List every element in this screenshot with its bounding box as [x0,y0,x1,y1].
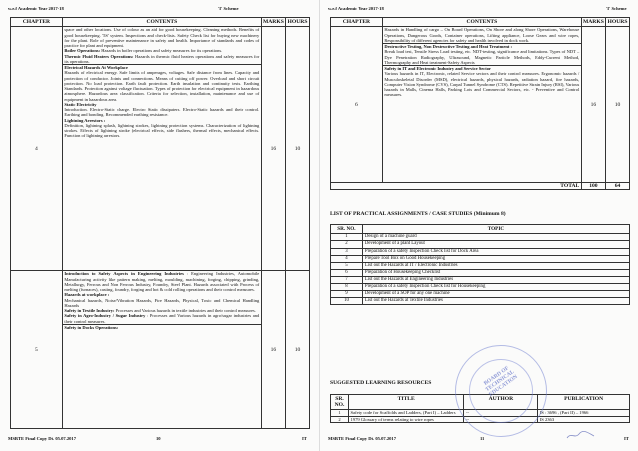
resource-row: 2 1979 Glossary of terms relating to wire ropes -- IS 2363 [331,416,630,422]
left-header-left: w.e.f Academic Year 2017-18 [8,6,64,11]
chapter-number: 4 [11,27,63,271]
left-footer-right: IT [302,436,307,441]
right-footer-left: MSBTE Final Copy Dt. 05.07.2017 [328,436,397,441]
practical-row: 6 Preparation of Housekeeping Checklist [331,269,630,276]
practical-header [331,225,630,234]
col-sr-no: SR. NO. [331,395,349,410]
total-label: TOTAL [382,183,581,190]
resource-row: 1 Safety code for Scaffolds and Ladders, (Part I) – Ladders -- IS : 3696 , (Part II) – 1966 [331,410,630,416]
col-marks: MARKS [582,19,604,26]
total-row [331,183,630,190]
total-hours: 64 [606,183,630,190]
col-contents: CONTENTS [382,18,581,27]
col-sr-no: SR. NO. [331,225,363,234]
practical-row: 9 Development of a SOP for any one machine [331,291,630,298]
left-table-header [11,18,310,27]
board-seal-text: BOARD OF TECHNICAL EDUCATION [483,365,519,398]
content-item: Safety in IT and Electronic Industry and Service Sector Various hazards in IT, Electronic, related Service sectors and their control measures. Ergonomic hazards / Musculoskeletal Disorder (MSD), electrical hazards, physical hazards, radiation hazard, fire hazards, Computer Vision Syndrome (CVS), Carpal Tunnel Syndrome (CTS). Repetitive Strain Injury (RSI), Various hazards in Malls, Cinema Halls, Parking Lots and Commercial Sectors, etc. - Preventive and Control measures. [384,66,580,98]
left-header-right: 'I' Scheme [218,6,239,11]
practical-row: 1 Design of a machine guard [331,234,630,241]
content-item: Safety in Agro-Industry / Sugar Industry : Processes and Various hazards in agro/sugar industries and their control measures. [64,313,260,324]
right-header-right: 'I' Scheme [606,6,627,11]
signature-mark [566,430,596,440]
content-item: Static Electricity Introduction. Electro-Static charge. Electro Static dissipaters. Electro-Static hazards and their control. Earthing and bonding. Recommended earthing resistance. [64,101,260,118]
right-table-header [331,18,630,27]
content-item: Boiler Operations: Hazards in boiler operations and safety measures for its operations. [64,48,223,54]
col-contents: CONTENTS [62,18,261,27]
chapter-number: 6 [331,27,383,183]
content-item: Introduction to Safety Aspects in Engineering Industries : Engineering Industries, Automobile Manufacturing activity like pattern making, melting, moulding, machining, forging, chipping, grinding, Metallurgy, Ferrous and Non Ferrous Industry, Foundry, Steel Plant. Hazards associated with Process of melting (furnaces), casting, foundry, forging and hot & cold rolling operations and their control measures. [64,271,260,293]
col-title: TITLE [348,395,464,410]
chapter-row [11,27,310,271]
content-item: space and other locations. Use of colour as an aid for good housekeeping. Cleaning methods. Benefits of good housekeeping. '5S' system. Inspections and check-lists. Safety Check list for buying new machinery for the plant. Role of preventive maintenance in safety and health. Importance of standards and codes of practice for plant and equipment. [64,27,260,49]
col-topic: TOPIC [362,225,629,234]
chapter-number: 5 [11,271,63,429]
practical-row: 10 List out the Hazards at Textile Industries [331,298,630,305]
right-header-left: w.e.f Academic Year 2017-18 [328,6,384,11]
chapter-hours: 10 [286,271,310,429]
content-item: Lightning Arrestors : Definition, lightning splash, lightning strokes, lightning protection systems. Characterization of lightning strokes. Effects of lightning stroke (electrical effects, side flashers, thermal effects, mechanical effects. Function of lightning arrestors. [64,117,260,139]
content-item: Electrical Hazards At Workplace Hazards of electrical energy. Safe limits of amperages, voltages. Safe distance from lines. Capacity and protection of conductor. Joints and connections. Means of cutting off power. Overload and short circuit protection. No load protection. Earth fault protection. Earth insulation and continuity tests. Earthing Standards. Protection against voltage fluctuation. Types of protection for electrical equipment in hazardous atmosphere. Hazardous area classification. Criteria for selection, installation, maintenance and use of equipment in hazardous area. [64,65,260,102]
col-author: AUTHOR [464,395,538,410]
col-marks: MARKS [262,19,284,26]
content-item: Safety in Textile Industry: Processes and Various hazards in textile industries and their control measures. [64,308,256,314]
chapter-contents [62,27,261,271]
chapter-contents [62,271,261,429]
total-marks: 100 [581,183,605,190]
practical-row: 4 Prepare Tool Box on Good Housekeeping [331,255,630,262]
chapter-marks: 16 [261,27,285,271]
content-item: Hazards at workplace : Mechanical hazards, Noise/Vibration Hazards, Fire Hazards, Physical, Toxic and Chemical Handling Hazards [64,292,260,308]
practical-table [330,224,630,305]
col-publication: PUBLICATION [538,395,630,410]
practical-row: 5 List out the Hazards at IT / Electronic Industries [331,262,630,269]
left-footer-left: MSBTE Final Copy Dt. 05.07.2017 [8,436,77,441]
chapter-hours: 10 [606,27,630,183]
chapter-contents [382,27,581,183]
left-footer-page: 10 [156,436,161,441]
chapter-row [331,27,630,183]
practical-row: 2 Development of a plant Layout [331,241,630,248]
col-chapter: CHAPTER [11,18,63,27]
content-item: Hazards in Handling of cargo – On Board Operations, On Shore and along Shore Operations, Warehouse Operations, Dangerous Goods, Container operations, Lifting appliance, Loose Gears and wire ropes, Responsibility of different agencies for safety and health involved in dock work. [384,27,580,43]
col-hours: HOURS [606,18,630,27]
content-item: Thermic Fluid Heaters Operations: Hazards in thermic fluid heaters operations and safety measures for its operations. [64,53,260,64]
right-footer-page: 11 [480,436,485,441]
practical-row: 8 Preparation of a safety Inspection Check list for Housekeeping [331,284,630,291]
content-item: Destructive Testing, Non Destructive Testing and Heat Treatment : Break load test, Tensile Stress Load testing, etc. NDT-testing, significance and limitations. Types of NDT – Dye Penetration Radiography, Ultrasound, Magnetic Particle Methods, Eddy-Current Method, Thermography and Heat treatment-Safety Aspects [384,44,580,65]
chapter-row [11,271,310,429]
practical-row: 7 List out the Hazards at Engineering Industries [331,276,630,283]
left-syllabus-table [10,17,310,429]
col-chapter: CHAPTER [331,18,383,27]
chapter-hours: 10 [286,27,310,271]
chapter-marks: 16 [261,271,285,429]
practical-title: LIST OF PRACTICAL ASSIGNMENTS / CASE STUDIES (Minimum 8) [330,211,506,217]
right-footer-right: IT [624,436,629,441]
chapter-marks: 16 [581,27,605,183]
practical-row: 3 Preparation of a safety Inspection Check list for Dock Area [331,248,630,255]
col-hours: HOURS [286,18,310,27]
right-syllabus-table [330,17,630,190]
content-item: Safety in Docks Operations: [63,324,261,330]
resources-title: SUGGESTED LEARNING RESOURCES [330,380,432,386]
